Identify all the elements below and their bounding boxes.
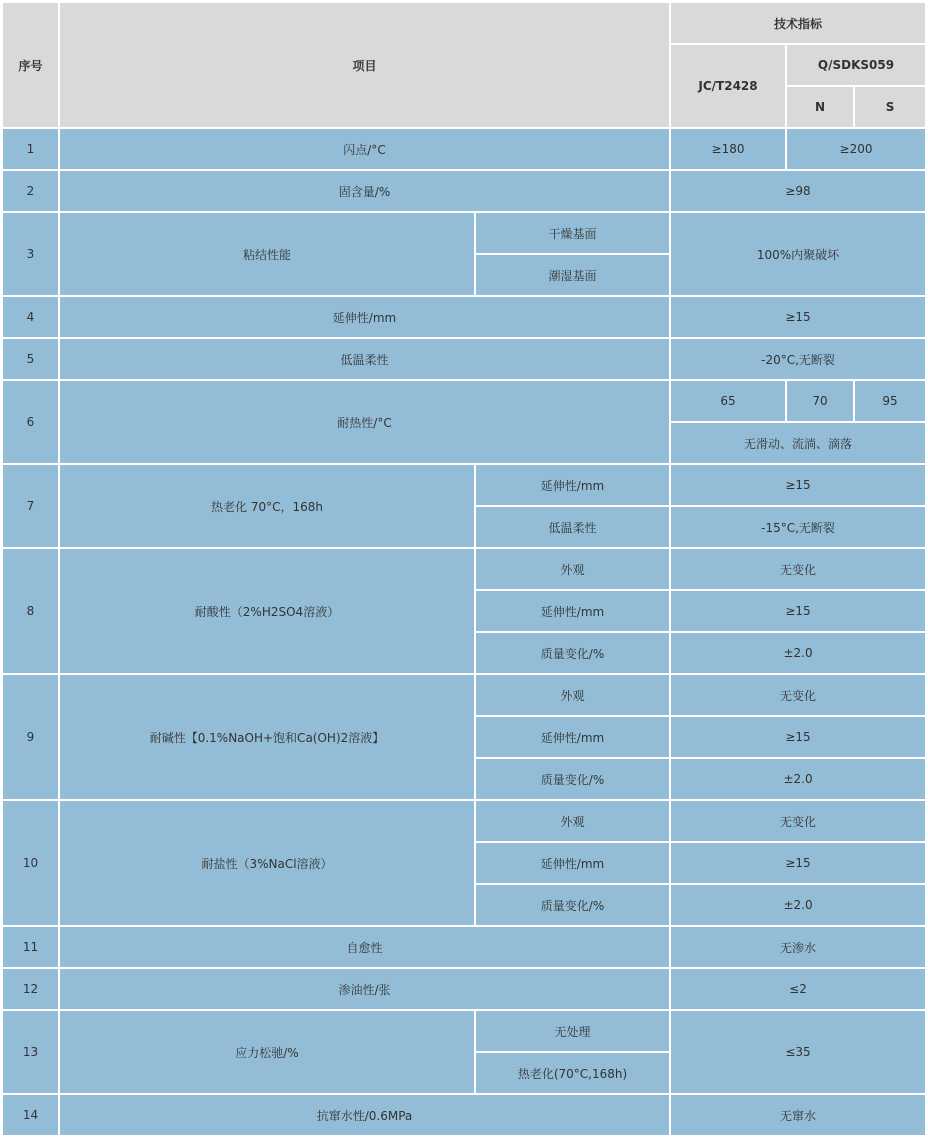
row-sub-item: 质量变化/% <box>476 633 669 673</box>
row-value: ≤35 <box>671 1011 925 1093</box>
header-q: Q/SDKS059 <box>787 45 925 85</box>
table-row <box>3 1011 925 1051</box>
row-value: ≥15 <box>671 465 925 505</box>
row-no: 8 <box>3 549 58 673</box>
table-row <box>3 213 925 253</box>
row-item: 渗油性/张 <box>60 969 669 1009</box>
header-no: 序号 <box>3 3 58 127</box>
table-row <box>3 339 925 379</box>
row-value: 无变化 <box>671 675 925 715</box>
row-sub-item: 热老化(70°C,168h) <box>476 1053 669 1093</box>
row-no: 14 <box>3 1095 58 1135</box>
row-sub-item: 延伸性/mm <box>476 717 669 757</box>
row-no: 9 <box>3 675 58 799</box>
table-row <box>3 969 925 1009</box>
row-value: ≥15 <box>671 843 925 883</box>
row-value: ≥200 <box>787 129 925 169</box>
row-value: ≥180 <box>671 129 785 169</box>
row-value: 70 <box>787 381 853 421</box>
row-item: 固含量/% <box>60 171 669 211</box>
row-no: 6 <box>3 381 58 463</box>
row-no: 2 <box>3 171 58 211</box>
row-item: 抗窜水性/0.6MPa <box>60 1095 669 1135</box>
row-sub-item: 外观 <box>476 675 669 715</box>
row-value: 65 <box>671 381 785 421</box>
row-item: 自愈性 <box>60 927 669 967</box>
spec-table <box>1 1 927 1137</box>
table-row <box>3 465 925 505</box>
row-value: ±2.0 <box>671 885 925 925</box>
header-tech: 技术指标 <box>671 3 925 43</box>
row-value: ≥15 <box>671 591 925 631</box>
row-value: 无窜水 <box>671 1095 925 1135</box>
table-row <box>3 381 925 421</box>
header-jc: JC/T2428 <box>671 45 785 127</box>
row-no: 11 <box>3 927 58 967</box>
row-value: 100%内聚破坏 <box>671 213 925 295</box>
row-item: 低温柔性 <box>60 339 669 379</box>
row-item: 耐酸性（2%H2SO4溶液） <box>60 549 474 673</box>
header-row-1 <box>3 3 925 43</box>
table-row <box>3 801 925 841</box>
row-value: ≥98 <box>671 171 925 211</box>
row-item: 延伸性/mm <box>60 297 669 337</box>
row-value: 无变化 <box>671 549 925 589</box>
table-row <box>3 129 925 169</box>
row-value: ±2.0 <box>671 633 925 673</box>
row-item: 耐碱性【0.1%NaOH+饱和Ca(OH)2溶液】 <box>60 675 474 799</box>
row-sub-item: 低温柔性 <box>476 507 669 547</box>
header-s: S <box>855 87 925 127</box>
header-n: N <box>787 87 853 127</box>
row-value: 无变化 <box>671 801 925 841</box>
row-no: 7 <box>3 465 58 547</box>
row-item: 粘结性能 <box>60 213 474 295</box>
row-value: -15°C,无断裂 <box>671 507 925 547</box>
header-item: 项目 <box>60 3 669 127</box>
table-row <box>3 675 925 715</box>
row-value: 无渗水 <box>671 927 925 967</box>
row-sub-item: 质量变化/% <box>476 885 669 925</box>
row-sub-item: 干燥基面 <box>476 213 669 253</box>
row-value: 无滑动、流淌、滴落 <box>671 423 925 463</box>
row-no: 4 <box>3 297 58 337</box>
table-row <box>3 549 925 589</box>
row-value: -20°C,无断裂 <box>671 339 925 379</box>
row-sub-item: 延伸性/mm <box>476 843 669 883</box>
row-value: ±2.0 <box>671 759 925 799</box>
row-item: 闪点/°C <box>60 129 669 169</box>
row-value: ≥15 <box>671 717 925 757</box>
table-row <box>3 171 925 211</box>
row-sub-item: 延伸性/mm <box>476 591 669 631</box>
row-value: 95 <box>855 381 925 421</box>
row-sub-item: 外观 <box>476 549 669 589</box>
row-no: 13 <box>3 1011 58 1093</box>
table-row <box>3 927 925 967</box>
row-no: 10 <box>3 801 58 925</box>
row-item: 耐盐性（3%NaCl溶液） <box>60 801 474 925</box>
row-sub-item: 延伸性/mm <box>476 465 669 505</box>
row-sub-item: 外观 <box>476 801 669 841</box>
row-item: 耐热性/°C <box>60 381 669 463</box>
table-row <box>3 297 925 337</box>
row-value: ≤2 <box>671 969 925 1009</box>
row-value: ≥15 <box>671 297 925 337</box>
row-no: 5 <box>3 339 58 379</box>
row-no: 12 <box>3 969 58 1009</box>
row-item: 热老化 70°C，168h <box>60 465 474 547</box>
table-row <box>3 1095 925 1135</box>
row-no: 3 <box>3 213 58 295</box>
row-item: 应力松驰/% <box>60 1011 474 1093</box>
row-sub-item: 潮湿基面 <box>476 255 669 295</box>
row-sub-item: 无处理 <box>476 1011 669 1051</box>
row-no: 1 <box>3 129 58 169</box>
row-sub-item: 质量变化/% <box>476 759 669 799</box>
